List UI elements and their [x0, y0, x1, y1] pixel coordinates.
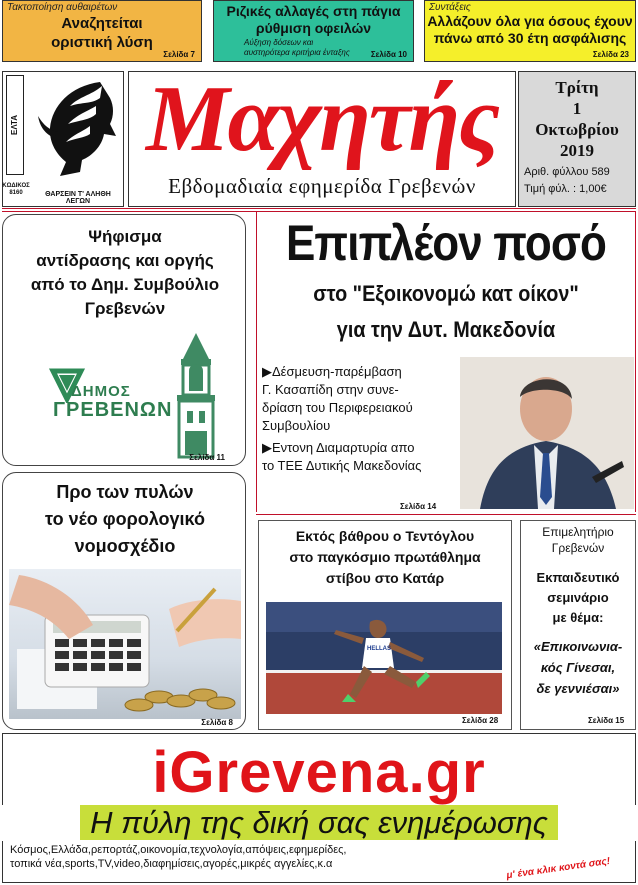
teaser-pensions[interactable] — [424, 0, 636, 62]
lead-subhead-line-1: στο "Εξοικονομώ κατ οίκον" — [313, 281, 579, 306]
divider-red — [256, 514, 636, 515]
sport-headline — [258, 526, 512, 589]
issue-day: Τρίτη — [555, 78, 599, 97]
teaser-headline-line-1: Ριζικές αλλαγές στη πάγια — [226, 3, 401, 19]
athlete-photo-art — [266, 602, 502, 714]
article-box-council-resolution[interactable] — [2, 214, 246, 466]
article-headline-line: Εκτός βάθρου ο Τεντόγλου — [295, 528, 475, 544]
chamber-intro-line: Γρεβενών — [551, 541, 605, 555]
issue-number: Αριθ. φύλλου 589 — [524, 166, 610, 178]
teaser-page-ref: Σελίδα 7 — [163, 50, 195, 59]
lead-subhead-line-2: για την Δυτ. Μακεδονία — [336, 317, 556, 342]
lead-headline: Επιπλέον ποσό — [285, 215, 607, 271]
divider-red — [2, 208, 636, 209]
elta-label: ΕΛΤΑ — [10, 114, 19, 136]
chamber-headline-line: Εκπαιδευτικό — [536, 570, 620, 585]
lead-bullet-1-body: Συμβουλίου — [262, 418, 331, 433]
article-headline-line: αντίδρασης και οργής — [36, 251, 214, 270]
bullet-arrow-icon: ▶ — [262, 440, 272, 455]
article-headline-line: Ψήφισμα — [88, 227, 162, 246]
teaser-headline-line-2: οριστική λύση — [51, 34, 153, 51]
banner-tagline: μ' ένα κλικ κοντά σας! — [505, 855, 611, 882]
article-headline-line: στίβου στο Κατάρ — [325, 570, 445, 586]
chamber-quote-line: «Επικοινωνια- — [533, 639, 623, 654]
article-page-ref: Σελίδα 8 — [201, 718, 233, 727]
calculator-photo-art — [9, 569, 241, 719]
lead-bullet-1-body: δρίαση του Περιφερειακού — [262, 400, 413, 415]
teaser-headline-line-2: ρύθμιση οφειλών — [255, 20, 372, 36]
calculator-photo — [9, 569, 241, 719]
teaser-headline-line-1: Αλλάζουν όλα για όσους έχουν — [427, 13, 633, 29]
teaser-kicker: Τακτοποίηση αυθαιρέτων — [7, 2, 118, 13]
warrior-profile-icon — [30, 76, 122, 180]
issue-date-number: 1 — [572, 99, 582, 118]
municipality-logo-line-2: ΓΡΕΒΕΝΩΝ — [53, 399, 173, 421]
sport-page-ref: Σελίδα 28 — [462, 716, 499, 725]
lead-bullets — [262, 363, 458, 475]
teaser-headline-line-2: πάνω από 30 έτη ασφάλισης — [433, 30, 627, 46]
article-box-tax-bill[interactable] — [2, 472, 246, 730]
politician-photo — [460, 357, 634, 509]
article-page-ref: Σελίδα 11 — [189, 453, 225, 462]
elta-stamp — [6, 75, 24, 175]
masthead-motto: ΘΑΡΣΕΙΝ Τ' ΑΛΗΘΗ ΛΕΓΩΝ — [45, 191, 111, 205]
lead-bullet-1-title: Δέσμευση-παρέμβαση — [272, 364, 402, 379]
teaser-subline: Αύξηση δόσεων και αυστηρότερα κριτήρια ένταξης — [244, 38, 350, 57]
athlete-photo — [266, 602, 502, 714]
banner-topics-line: τοπικά νέα,sports,TV,video,διαφημίσεις,αγορές,μικρές αγγελίες,κ.α — [10, 858, 333, 870]
teaser-debt-settlement[interactable] — [213, 0, 414, 62]
article-headline-line: στο παγκόσμιο πρωτάθλημα — [289, 549, 481, 565]
chamber-headline-line: με θέμα: — [552, 610, 604, 625]
chamber-headline-line: σεμινάριο — [547, 590, 609, 605]
banner-topics-line: Κόσμος,Ελλάδα,ρεπορτάζ,οικονομία,τεχνολογία,απόψεις,εφημερίδες, — [10, 844, 347, 856]
banner-site-name[interactable]: iGrevena.gr — [152, 740, 486, 805]
lead-bullet-1-body: Γ. Κασαπίδη στην συνε- — [262, 382, 399, 397]
article-headline-line: το νέο φορολογικό — [45, 509, 205, 529]
teaser-kicker: Συντάξεις — [429, 2, 471, 13]
banner-topics — [10, 843, 610, 871]
chamber-headline — [520, 568, 636, 628]
postal-code-label: ΚΩΔΙΚΟΣ — [2, 183, 30, 189]
article-headline-line: Γρεβενών — [84, 299, 166, 318]
bullet-arrow-icon: ▶ — [262, 364, 272, 379]
newspaper-title[interactable]: Μαχητής — [145, 67, 499, 171]
bell-tower-icon — [165, 331, 227, 459]
lead-page-ref: Σελίδα 14 — [400, 502, 437, 511]
chamber-quote-line: κός Γίνεσαι, — [540, 660, 616, 675]
chamber-page-ref: Σελίδα 15 — [588, 716, 625, 725]
issue-year: 2019 — [560, 141, 594, 160]
teaser-illegal-buildings[interactable] — [2, 0, 202, 62]
postal-code — [2, 183, 30, 197]
banner-slogan-text: Η πύλη της δική σας ενημέρωσης — [80, 805, 558, 840]
municipality-logo-line-1: ΔΗΜΟΣ — [71, 383, 131, 400]
article-headline-line: από το Δημ. Συμβούλιο — [30, 275, 220, 294]
lead-bullet-2-body: το ΤΕΕ Δυτικής Μακεδονίας — [262, 458, 422, 473]
chamber-intro-line: Επιμελητήριο — [542, 525, 614, 539]
banner-slogan — [2, 805, 636, 841]
chamber-quote-line: δε γεννιέσαι» — [536, 681, 620, 696]
teaser-headline-line-1: Αναζητείται — [61, 15, 143, 32]
newspaper-subtitle: Εβδομαδιαία εφημερίδα Γρεβενών — [168, 174, 476, 198]
postal-code-value: 8160 — [9, 190, 23, 196]
athlete-bib: HELLAS — [367, 646, 391, 652]
chamber-quote — [520, 636, 636, 699]
lead-bullet-2-title: Εντονη Διαμαρτυρία απο — [272, 440, 415, 455]
chamber-intro — [520, 524, 636, 556]
teaser-page-ref: Σελίδα 23 — [592, 50, 629, 59]
issue-price: Τιμή φύλ. : 1,00€ — [524, 183, 607, 195]
article-headline-line: Προ των πυλών — [56, 482, 194, 502]
teaser-page-ref: Σελίδα 10 — [370, 50, 407, 59]
issue-month: Οκτωβρίου — [535, 120, 619, 139]
article-headline-line: νομοσχέδιο — [74, 536, 176, 556]
politician-photo-art — [460, 357, 634, 509]
